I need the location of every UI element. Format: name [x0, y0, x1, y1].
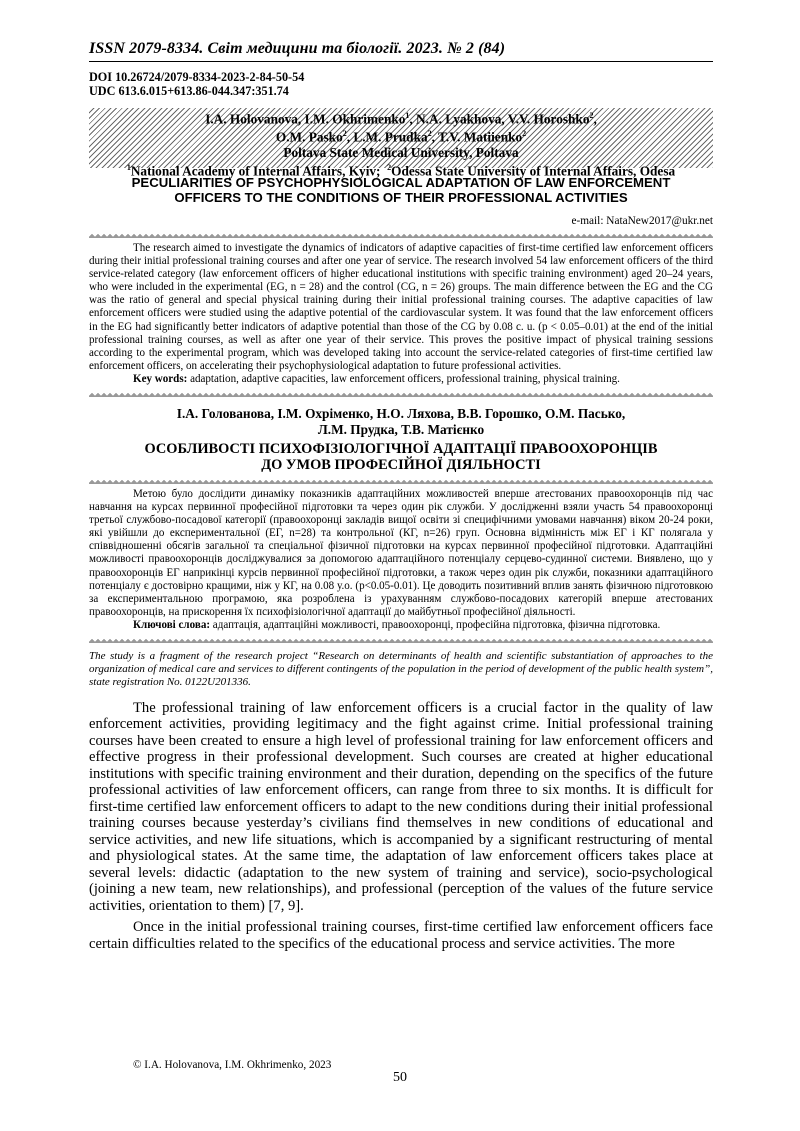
authors-line-2: O.M. Pasko$^2$, L.M. Prudka$^2$, T.V. Matiienko$^2$: [275, 129, 527, 145]
divider-bottom-en: [89, 392, 713, 398]
abstract-en: The research aimed to investigate the dynamics of indicators of adaptive capacities of first-time certified law enforcement officers during their initial professional training courses and after one year of service. The research involved 54 law enforcement officers of the third service-related category (law enforcement officers of higher educational institutions with specific training environment) aged 20–24 years, who were included in the experimental (EG, n = 28) and the control (CG, n = 26) groups. The main difference between the EG and the CG was the ratio of general and special physical training during their initial professional training courses. The adaptive capacities of law enforcement officers were studied using the adaptive potential of the cardiovascular system. It was found that the law enforcement officers in the EG had significantly better indicators of adaptive potential than those of the CG by 0.08 c. u. (p < 0.05–0.01) at the end of the initial professional training courses, as well as after one year of their service. This proves the positive impact of physical training sessions according to the experimental program, which was developed taking into account the service-related categories of first-time certified law enforcement officers, on accelerating their psychophysiological adaptation to future professional activities.: [89, 242, 713, 372]
affiliation-main: Poltava State Medical University, Poltava: [283, 144, 519, 160]
keywords-en: Key words: adaptation, adaptive capacities, law enforcement officers, professional training, physical training.: [133, 372, 620, 385]
article-identifiers: [89, 70, 713, 98]
body-paragraph-1: The professional training of law enforcement officers is a crucial factor in the quality of law enforcement activities, providing legitimacy and the fight against crime. Initial professional training courses have been created to ensure a high level of professional training for law enforcement officers and effective progress in their professional development. Such courses are created at higher educational institutions with specific training environment and their duration, depending on the specifics of the future professional activities of law enforcement officers, can range from three to six months. It is difficult for first-time certified law enforcement officers to adapt to the new conditions during their initial professional training courses because yesterday’s civilians find themselves in new conditions of educational and service activities, and new life situations, which is accompanied by a significant restructuring of mental and physiological states. At the same time, the adaptation of law enforcement officers takes place at several levels: didactic (adaptation to the new system of training and service), socio-psychological (joining a new team, new relationships), and professional (perception of the values of the future service activities, orientation to them) [7, 9].: [89, 699, 713, 914]
udc: UDC 613.6.015+613.86-044.347:351.74: [89, 84, 289, 98]
keywords-ua: Ключові слова: адаптація, адаптаційні можливості, правоохоронці, професійна підготовка, фізична підготовка.: [133, 618, 661, 631]
contact-email[interactable]: e-mail: NataNew2017@ukr.net: [571, 215, 713, 227]
authors-ua: І.А. Голованова, І.М. Охріменко, Н.О. Ляхова, В.В. Горошко, О.М. Пасько, Л.М. Прудка, Т.В. Матієнко: [176, 405, 626, 438]
footer-copyright: © I.A. Holovanova, I.M. Okhrimenko, 2023: [133, 1059, 332, 1071]
authors-affiliations-block: [89, 108, 713, 179]
running-head: ISSN 2079-8334. Світ медицини та біології. 2023. № 2 (84): [89, 40, 713, 62]
article-title-ua: ОСОБЛИВОСТІ ПСИХОФІЗІОЛОГІЧНОЇ АДАПТАЦІЇ ПРАВООХОРОНЦІВ ДО УМОВ ПРОФЕСІЙНОЇ ДІЯЛЬНОСТІ: [144, 440, 658, 473]
article-title-en: PECULIARITIES OF PSYCHOPHYSIOLOGICAL ADAPTATION OF LAW ENFORCEMENT OFFICERS TO THE CONDITIONS OF THEIR PROFESSIONAL ACTIVITIES: [131, 175, 671, 205]
divider-bottom-ua: [89, 638, 713, 644]
article-body: [89, 700, 713, 953]
article-page: [89, 40, 713, 957]
affiliation-secondary: $^1$National Academy of Internal Affairs, Kyiv; $^2$Odessa State University of Internal Affairs, Odesa: [126, 162, 676, 179]
authors-line-1: I.A. Holovanova, I.M. Okhrimenko$^1$, N.A. Lyakhova, V.V. Horoshko$^2$,: [205, 111, 597, 127]
abstract-ua: Метою було дослідити динаміку показників адаптаційних можливостей вперше атестованих правоохоронців під час навчання на курсах первинної професійної підготовки та через один рік служби. У дослідженні взяли участь 54 правоохоронці третьої службово-посадової категорії (правоохоронці закладів вищої освіти зі специфічними умовами навчання) віком 20-24 роки, які увійшли до експериментальної (ЕГ, n=28) та контрольної (КГ, n=26) груп. Основна відмінність між ЕГ і КГ полягала у співвідношенні обсягів загальної та спеціальної фізичної підготовки на курсах первинної професійної підготовки. Адаптаційні можливості правоохоронців досліджувалися за допомогою адаптаційного потенціалу серцево-судинної системи. Виявлено, що у правоохоронців ЕГ наприкінці курсів первинної професійної підготовки, а також через один рік служби, показники адаптаційного потенціалу є достовірно кращими, ніж у КГ, на 0.08 у.о. (р<0.05-0.01). Це доводить позитивний вплив занять фізичною підготовкою за експериментальною програмою, яка розроблена із урахуванням службово-посадових категорій вперше атестованих правоохоронців, на прискорення їх психофізіологічної адаптації до майбутньої професійної діяльності.: [89, 487, 713, 618]
page-number: 50: [393, 1070, 407, 1085]
divider-top-en: [89, 233, 713, 239]
doi[interactable]: DOI 10.26724/2079-8334-2023-2-84-50-54: [89, 70, 305, 84]
divider-top-ua: [89, 479, 713, 485]
project-note: The study is a fragment of the research project “Research on determinants of health and scientific substantiation of approaches to the organization of medical care and services to different contingents of the population in the period of development of the public health system”, state registration No. 0122U201336.: [89, 649, 713, 688]
body-paragraph-2: Once in the initial professional training courses, first-time certified law enforcement officers face certain difficulties related to the specifics of the educational process and service activities. The more: [89, 919, 713, 952]
